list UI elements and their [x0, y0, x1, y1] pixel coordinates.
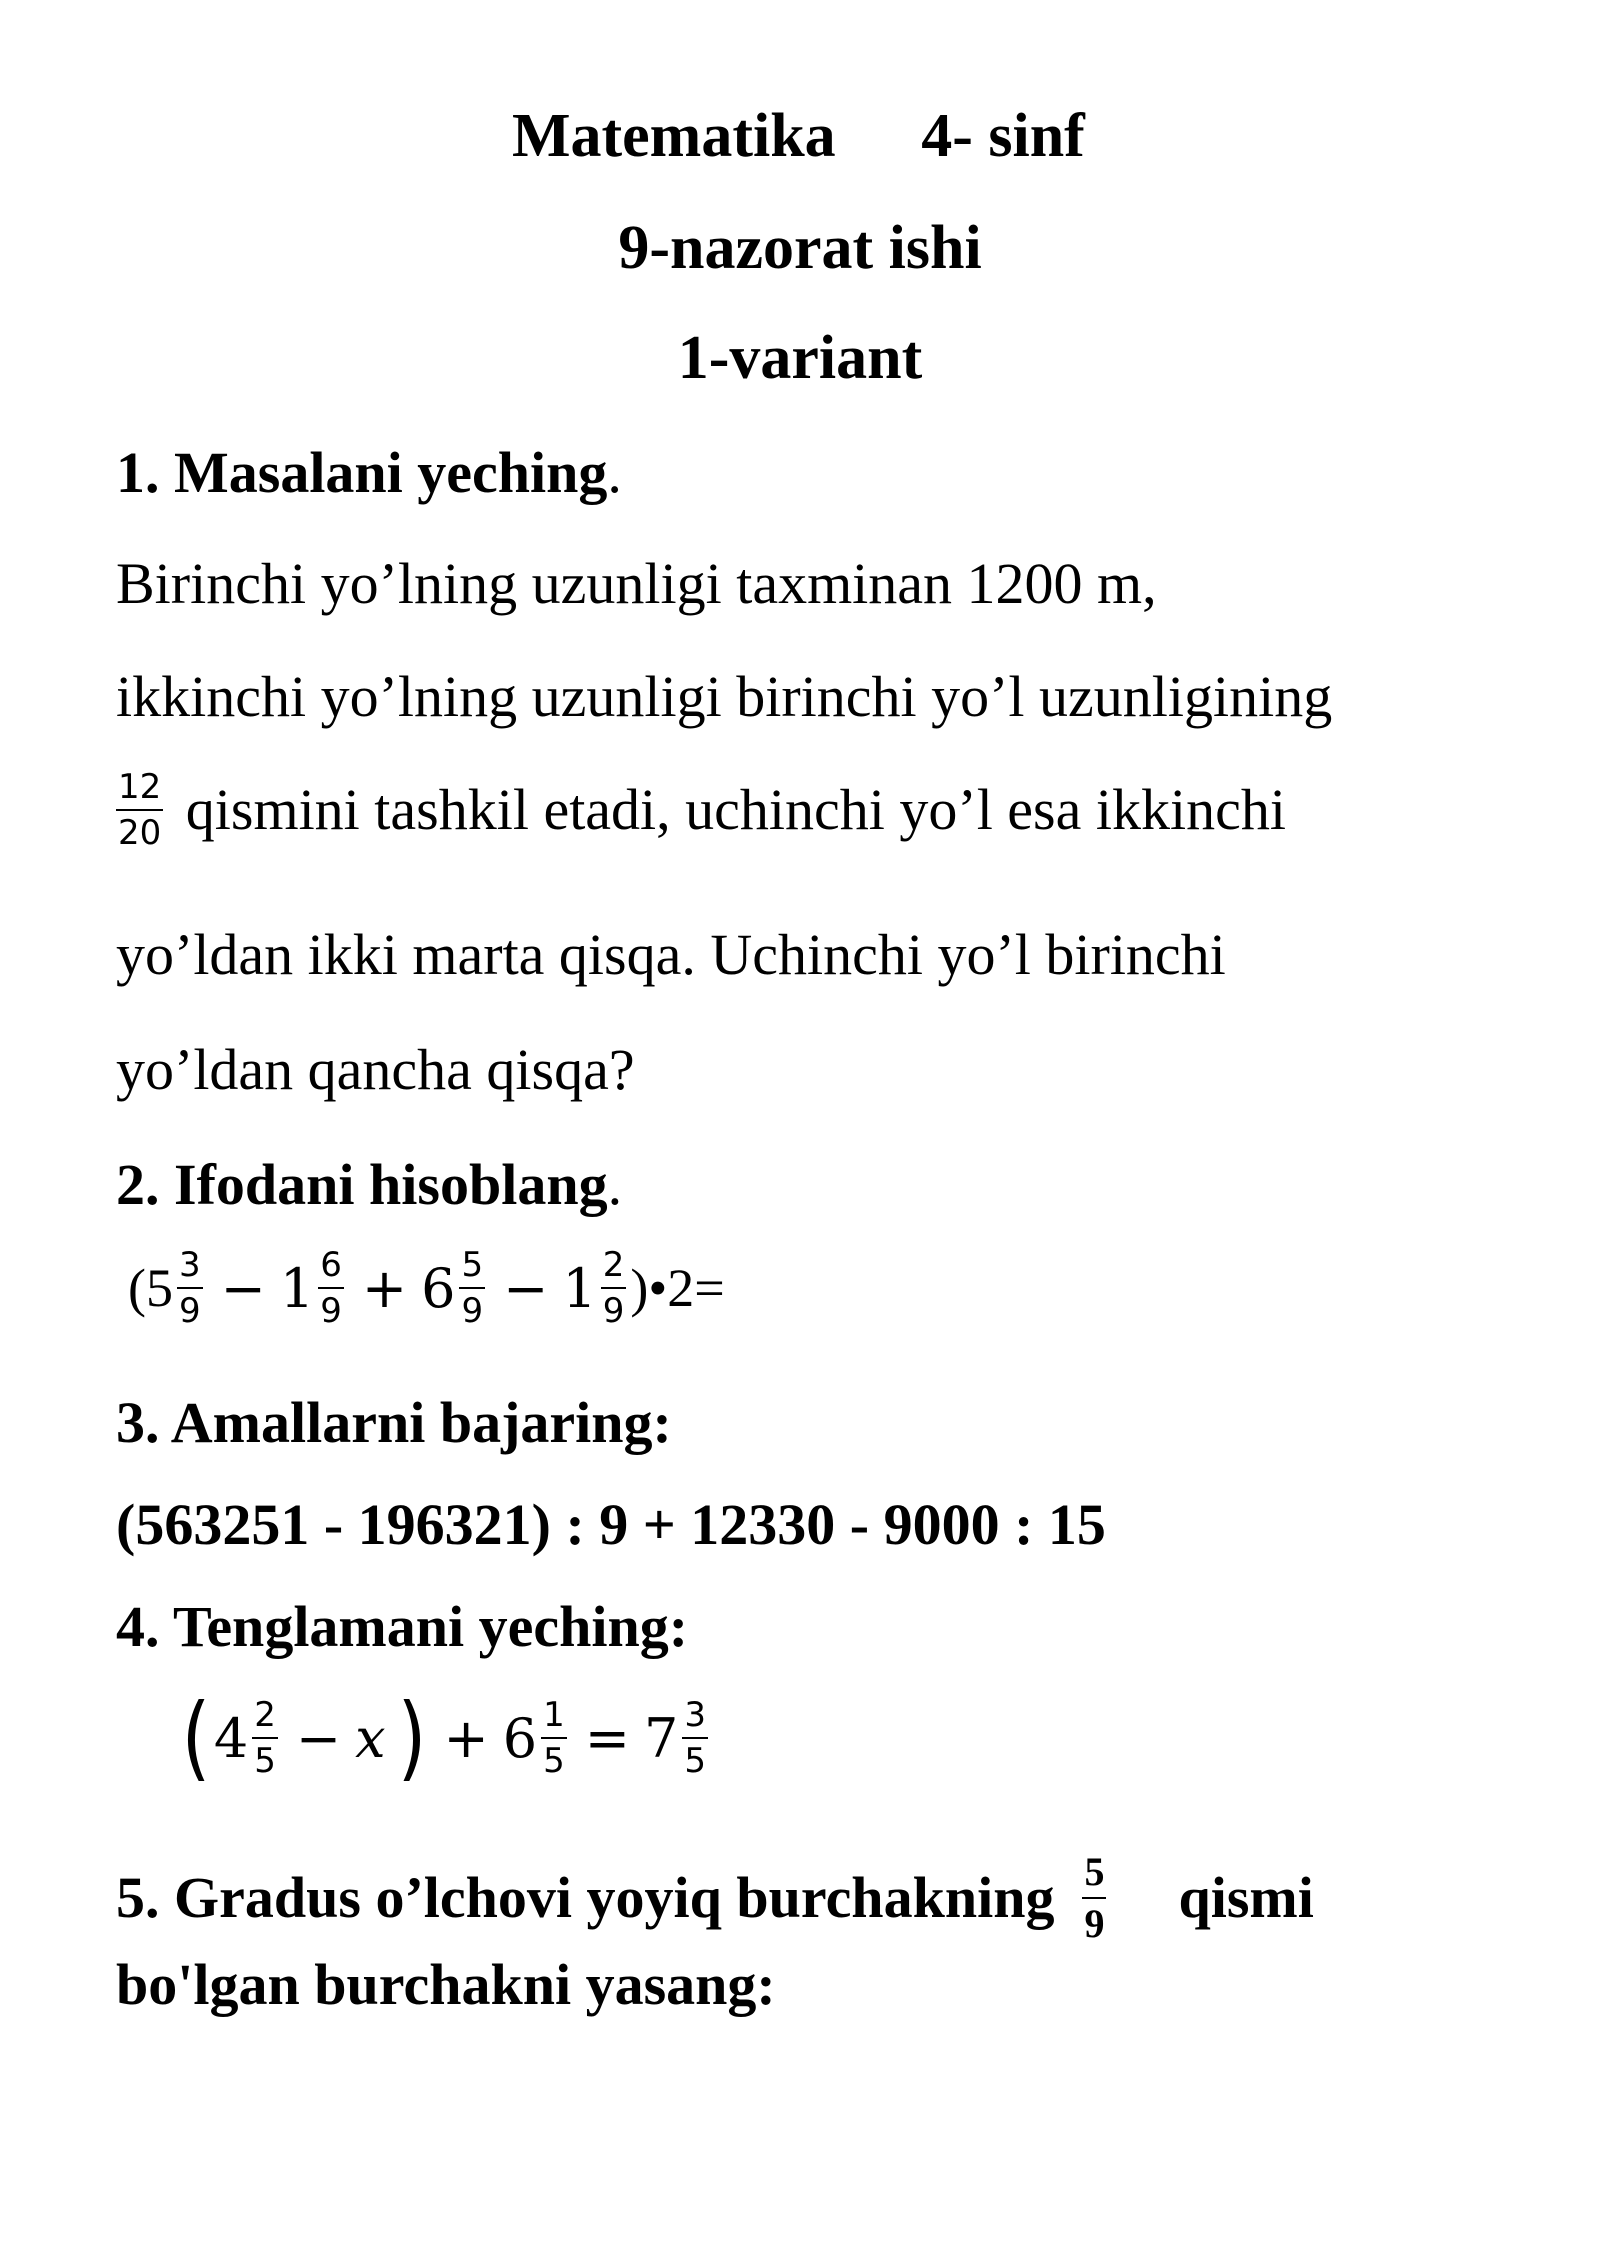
task3-expression: (563251 - 196321) : 9 + 12330 - 9000 : 15 [116, 1492, 1106, 1557]
task1-heading: 1. Masalani yeching. [116, 440, 622, 505]
fraction: $\frac{3}{5}$ [684, 1695, 707, 1781]
task5-line2: bo'lgan burchakni yasang: [116, 1952, 776, 2017]
task4-heading: 4. Tenglamani yeching: [116, 1594, 689, 1659]
fraction: $\frac{2}{5}$ [254, 1695, 276, 1781]
subject-line [512, 100, 1085, 172]
task2-expression: (5 $\frac{3}{9}$ − 1 $\frac{6}{9}$ + 6 $\frac{5}{9}$ − 1 $\frac{2}{9}$ )•2= [128, 1245, 725, 1331]
subject: Matematika [512, 102, 836, 170]
fraction-12-20: $\frac{12}{20}$ [118, 767, 162, 853]
task3-heading: 3. Amallarni bajaring: [116, 1390, 672, 1455]
fraction: $\frac{3}{9}$ [178, 1245, 201, 1331]
task1-line5: yo’ldan qancha qisqa? [116, 1037, 635, 1102]
task1-line2: ikkinchi yo’lning uzunligi birinchi yo’l uzunligining [116, 664, 1333, 729]
test-title: 9-nazorat ishi [618, 214, 982, 282]
task5-line1: 5. Gradus o’lchovi yoyiq burchakning $\frac{5}{9}$ qismi [116, 1849, 1314, 1946]
fraction: $\frac{5}{9}$ [461, 1245, 484, 1331]
grade: 4- sinf [921, 102, 1085, 170]
fraction-5-9: $\frac{5}{9}$ [1084, 1849, 1105, 1946]
variant-title: 1-variant [677, 324, 923, 392]
task1-line4: yo’ldan ikki marta qisqa. Uchinchi yo’l birinchi [116, 922, 1226, 987]
fraction: $\frac{2}{9}$ [602, 1245, 625, 1331]
task1-line3: $\frac{12}{20}$ qismini tashkil etadi, uchinchi yo’l esa ikkinchi [118, 767, 1286, 853]
task4-equation: ( 4 $\frac{2}{5}$ − x ) + 6 $\frac{1}{5}$ = 7 $\frac{3}{5}$ [181, 1684, 707, 1791]
task1-line1: Birinchi yo’lning uzunligi taxminan 1200 m, [116, 551, 1157, 616]
variable-x: x [355, 1706, 386, 1770]
fraction: $\frac{1}{5}$ [543, 1695, 565, 1781]
task2-heading: 2. Ifodani hisoblang. [116, 1152, 623, 1217]
fraction: $\frac{6}{9}$ [320, 1245, 342, 1331]
